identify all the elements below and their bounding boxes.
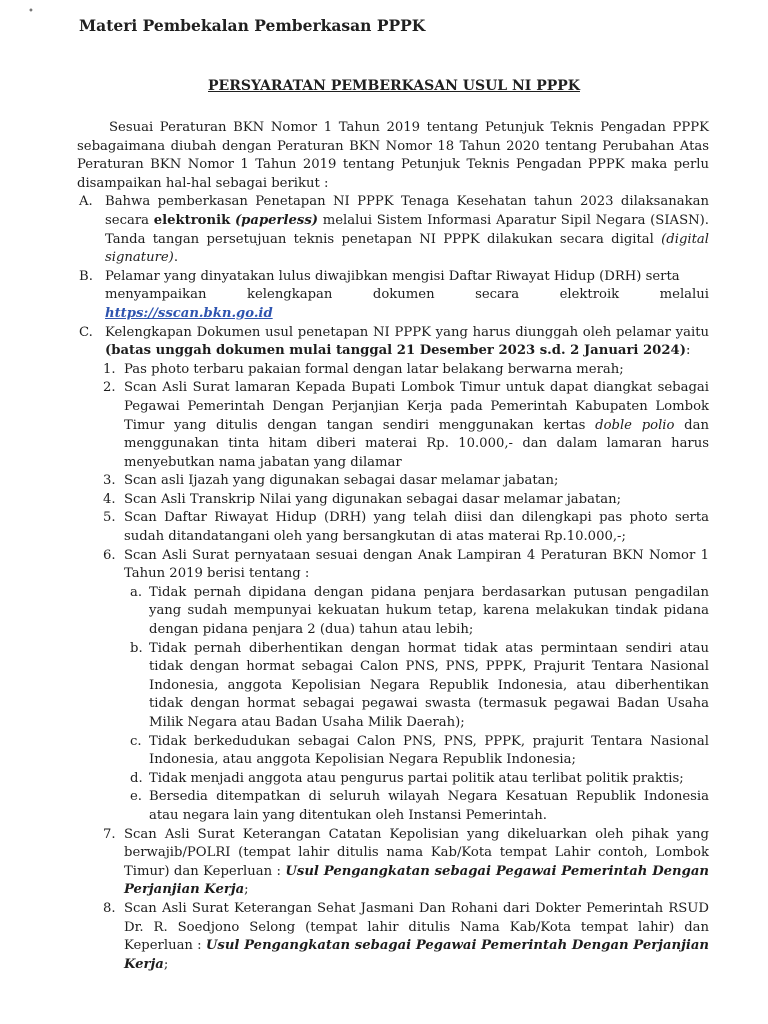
- list-number: 5.: [103, 510, 116, 526]
- section-b-word: melalui: [659, 287, 709, 303]
- section-a-period: .: [173, 250, 179, 266]
- section-a-text: Bahwa pemberkasan Penetapan NI PPPK Tenaga Kesehatan tahun 2023 dilaksanakan secara: [105, 194, 709, 228]
- list-item-text: Scan Asli Surat lamaran Kepada Bupati Lombok Timur untuk dapat diangkat sebagai Pegawai Pemerintah Dengan Perjanjian Kerja pada Pemerintah Kabupaten Lombok Timur yang ditulis dengan tangan sendiri menggunakan kertas: [124, 380, 709, 433]
- section-a-text-2: melalui Sistem Informasi Aparatur Sipil Negara (SIASN). Tanda tangan persetujuan teknis penetapan NI PPPK dilakukan secara digital: [105, 212, 709, 247]
- list-item-text-2: dan menggunakan tinta hitam diberi materai Rp. 10.000,- dan dalam lamaran harus menyebutkan nama jabatan yang dilamar: [124, 417, 709, 470]
- section-c: [77, 324, 709, 361]
- list-number: 4.: [103, 491, 116, 507]
- sub-list-letter: b.: [130, 640, 143, 656]
- section-c-text: Kelengkapan Dokumen usul penetapan NI PPPK yang harus diunggah oleh pelamar yaitu: [105, 324, 709, 340]
- list-number: 3.: [103, 473, 116, 489]
- document-body: [77, 119, 709, 974]
- sub-list-item: [77, 788, 709, 825]
- list-item: [77, 472, 709, 491]
- list-item-text: Scan Daftar Riwayat Hidup (DRH) yang telah diisi dan dilengkapi pas photo serta sudah ditandatangani oleh yang bersangkutan di atas materai Rp.10.000,-;: [124, 510, 709, 545]
- sub-list-text: Tidak berkedudukan sebagai Calon PNS, PNS, PPPK, prajurit Tentara Nasional Indonesia, atau anggota Kepolisian Negara Republik Indonesia;: [149, 733, 709, 768]
- sub-list-text: Tidak pernah dipidana dengan pidana penjara berdasarkan putusan pengadilan yang sudah mempunyai kekuatan hukum tetap, karena melakukan tindak pidana dengan pidana penjara 2 (dua) tahun atau lebih;: [149, 584, 709, 638]
- list-item-text: Scan Asli Transkrip Nilai yang digunakan sebagai dasar melamar jabatan;: [124, 491, 622, 507]
- section-b-word: kelengkapan: [247, 287, 333, 303]
- sub-list-item: [77, 640, 709, 733]
- sub-list-text: Tidak menjadi anggota atau pengurus partai politik atau terlibat politik praktis;: [149, 770, 684, 786]
- intro-paragraph: Sesuai Peraturan BKN Nomor 1 Tahun 2019 tentang Petunjuk Teknis Pengadan PPPK sebagaimana diubah dengan Peraturan BKN Nomor 18 Tahun 2020 tentang Perubahan Atas Peraturan BKN Nomor 1 Tahun 2019 tentang Petunjuk Teknis Pengadan PPPK maka perlu disampaikan hal-hal sebagai berikut :: [77, 120, 709, 191]
- section-a: [77, 193, 709, 267]
- section-label: C.: [79, 324, 93, 340]
- list-item: [77, 491, 709, 510]
- sub-list-letter: a.: [130, 584, 143, 600]
- list-item: [77, 509, 709, 546]
- list-item-text: Pas photo terbaru pakaian formal dengan latar belakang berwarna merah;: [124, 361, 624, 377]
- sub-list-item: [77, 584, 709, 640]
- section-b-line-2: [105, 286, 709, 305]
- section-a-bold: elektronik: [153, 212, 231, 228]
- list-number: 2.: [103, 380, 116, 396]
- scan-mark-icon: •: [28, 6, 34, 17]
- section-c-colon: :: [685, 343, 691, 359]
- section-a-bold-italic: (paperless): [234, 212, 318, 228]
- sub-list-text: Tidak pernah diberhentikan dengan hormat tidak atas permintaan sendiri atau tidak dengan hormat sebagai Calon PNS, PNS, PPPK, Prajurit Tentara Nasional Indonesia, anggota Kepolisian Negara Republik Indonesia, atau diberhentikan tidak dengan hormat sebagai pegawai swasta (termasuk pegawai Badan Usaha Milik Negara atau Badan Usaha Milik Daerah);: [149, 640, 709, 730]
- list-number: 8.: [103, 900, 116, 916]
- sscan-link[interactable]: https://sscan.bkn.go.id: [105, 305, 273, 321]
- list-item: [77, 900, 709, 974]
- list-item: [77, 361, 709, 380]
- section-b-line-1: Pelamar yang dinyatakan lulus diwajibkan mengisi Daftar Riwayat Hidup (DRH) serta: [105, 268, 680, 284]
- section-label: A.: [79, 194, 93, 210]
- sub-list-letter: d.: [130, 770, 143, 786]
- list-number: 7.: [103, 826, 116, 842]
- list-item-italic: doble polio: [595, 417, 675, 433]
- section-b-word: secara: [475, 287, 520, 303]
- sub-list-letter: e.: [130, 789, 142, 805]
- list-item-purpose: Usul Pengangkatan sebagai Pegawai Pemerintah Dengan Perjanjian Kerja: [124, 938, 710, 972]
- section-b-word: dokumen: [372, 287, 435, 303]
- list-item-text: Scan asli Ijazah yang digunakan sebagai dasar melamar jabatan;: [124, 473, 559, 489]
- upload-deadline: (batas unggah dokumen mulai tanggal 21 Desember 2023 s.d. 2 Januari 2024): [105, 343, 686, 359]
- sub-list-item: [77, 733, 709, 770]
- list-item-text: Scan Asli Surat pernyataan sesuai dengan Anak Lampiran 4 Peraturan BKN Nomor 1 Tahun 2019 berisi tentang :: [124, 547, 709, 582]
- list-item-semicolon: ;: [244, 882, 249, 898]
- list-item: [77, 826, 709, 900]
- section-label: B.: [79, 268, 93, 284]
- list-item: [77, 379, 709, 472]
- document-title: PERSYARATAN PEMBERKASAN USUL NI PPPK: [208, 78, 580, 94]
- list-item-semicolon: ;: [163, 956, 169, 972]
- sub-list-letter: c.: [130, 733, 142, 749]
- page-header: Materi Pembekalan Pemberkasan PPPK: [79, 16, 426, 35]
- section-a-italic: (digital signature): [105, 231, 709, 266]
- list-number: 1.: [103, 361, 116, 377]
- section-b-word: menyampaikan: [105, 287, 207, 303]
- sub-list-item: [77, 770, 709, 789]
- section-b: [77, 268, 709, 324]
- sub-list-text: Bersedia ditempatkan di seluruh wilayah Negara Kesatuan Republik Indonesia atau negara lain yang ditentukan oleh Instansi Pemerintah.: [149, 789, 709, 823]
- section-b-word: elektroik: [559, 287, 620, 303]
- list-item-text: Scan Asli Surat Keterangan Sehat Jasmani Dan Rohani dari Dokter Pemerintah RSUD Dr. R. Soedjono Selong (tempat lahir ditulis Nama Kab/Kota tempat lahir) dan Keperluan :: [124, 900, 709, 954]
- list-item-text: Scan Asli Surat Keterangan Catatan Kepolisian yang dikeluarkan oleh pihak yang berwajib/POLRI (tempat lahir ditulis nama Kab/Kota tempat Lahir contoh, Lombok Timur) dan Keperluan :: [124, 826, 709, 879]
- list-item: [77, 547, 709, 584]
- list-item-purpose: Usul Pengangkatan sebagai Pegawai Pemerintah Dengan Perjanjian Kerja: [124, 863, 709, 898]
- list-number: 6.: [103, 547, 116, 563]
